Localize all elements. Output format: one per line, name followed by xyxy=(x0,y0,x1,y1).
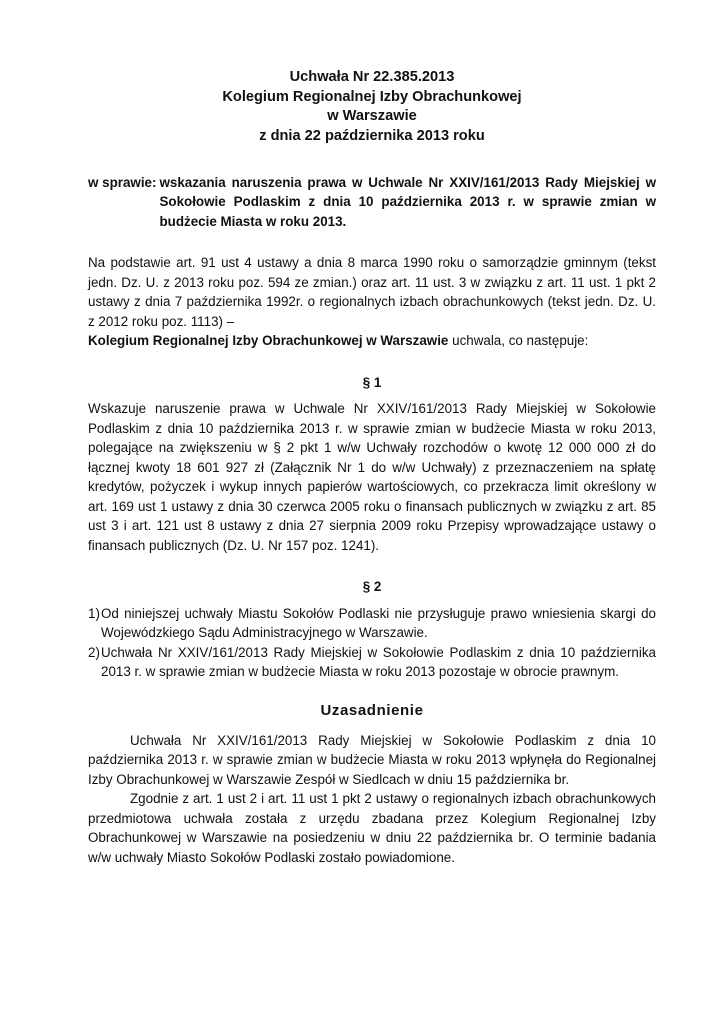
subject-text: wskazania naruszenia prawa w Uchwale Nr XXIV/161/2013 Rady Miejskiej w Sokołowie Podlaskim z dnia 10 października 2013 r. w sprawie zmian w budżecie Miasta w roku 2013. xyxy=(159,174,656,229)
subject-label: w sprawie: xyxy=(88,174,157,190)
justification-paragraph: Uchwała Nr XXIV/161/2013 Rady Miejskiej w Sokołowie Podlaskim z dnia 10 października 2013 r. w sprawie zmian w budżecie Miasta w roku 2013 wpłynęła do Regionalnej Izby Obrachunkowej w Warszawie Zespół w Siedlcach w dniu 15 października br. xyxy=(88,732,656,787)
resolves-text: uchwala, co następuje: xyxy=(452,333,589,349)
issuing-body: Kolegium Regionalnej Izby Obrachunkowej xyxy=(222,88,522,105)
resolution-date: z dnia 22 października 2013 roku xyxy=(259,128,485,145)
legal-basis-text: Na podstawie art. 91 ust 4 ustawy a dnia 8 marca 1990 roku o samorządzie gminnym (tekst jedn. Dz. U. z 2013 roku poz. 594 ze zmian.) oraz art. 11 ust. 3 w związku z art. 11 ust. 1 pkt 2 ustawy z dnia 7 października 1992r. o regionalnych izbach obrachunkowych (tekst jedn. Dz. U. z 2012 roku poz. 1113) – xyxy=(88,255,656,329)
list-item-number: 2) xyxy=(88,644,100,660)
section-2-list xyxy=(88,604,656,682)
section-1-text: Wskazuje naruszenie prawa w Uchwale Nr XXIV/161/2013 Rady Miejskiej w Sokołowie Podlaskim z dnia 10 października 2013 r. w sprawie zmian w budżecie Miasta w roku 2013, polegające na zwiększeniu w § 2 pkt 1 w/w Uchwały rozchodów o kwotę 12 000 000 zł do łącznej kwoty 18 601 927 zł (Załącznik Nr 1 do w/w Uchwały) z przeznaczeniem na spłatę kredytów, pożyczek i wykup innych papierów wartościowych, co przekracza limit określony w art. 169 ust 1 ustawy z dnia 30 czerwca 2005 roku o finansach publicznych w związku z art. 85 ust 3 i art. 121 ust 8 ustawy z dnia 27 sierpnia 2009 roku Przepisy wprowadzające ustawy o finansach publicznych (Dz. U. Nr 157 poz. 1241). xyxy=(88,401,656,553)
list-item-text: Od niniejszej uchwały Miastu Sokołów Podlaski nie przysługuje prawo wniesienia skargi do Wojewódzkiego Sądu Administracyjnego w Warszawie. xyxy=(101,605,656,641)
subject-block xyxy=(88,173,656,232)
resolution-number: Uchwała Nr 22.385.2013 xyxy=(289,69,455,85)
section-2-mark: § 2 xyxy=(362,579,382,595)
list-item xyxy=(88,643,656,682)
justification-paragraph: Zgodnie z art. 1 ust 2 i art. 11 ust 1 pkt 2 ustawy o regionalnych izbach obrachunkowych przedmiotowa uchwała została z urzędu zbadana przez Kolegium Regionalnej Izby Obrachunkowej w Warszawie na posiedzeniu w dniu 22 października br. O terminie badania w/w uchwały Miasto Sokołów Podlaski zostało powiadomione. xyxy=(88,791,656,865)
issuing-location: w Warszawie xyxy=(327,108,417,125)
list-item-number: 1) xyxy=(88,605,100,621)
list-item xyxy=(88,604,656,643)
legal-basis xyxy=(88,253,656,351)
document-page xyxy=(88,68,656,867)
justification-heading: Uzasadnienie xyxy=(320,701,424,719)
list-item-text: Uchwała Nr XXIV/161/2013 Rady Miejskiej w Sokołowie Podlaskim z dnia 10 października 2013 r. w sprawie zmian w budżecie Miasta w roku 2013 pozostaje w obrocie prawnym. xyxy=(101,644,656,680)
section-1-mark: § 1 xyxy=(362,374,382,390)
authority-name: Kolegium Regionalnej Izby Obrachunkowej w Warszawie xyxy=(88,333,449,349)
document-header xyxy=(88,68,656,147)
